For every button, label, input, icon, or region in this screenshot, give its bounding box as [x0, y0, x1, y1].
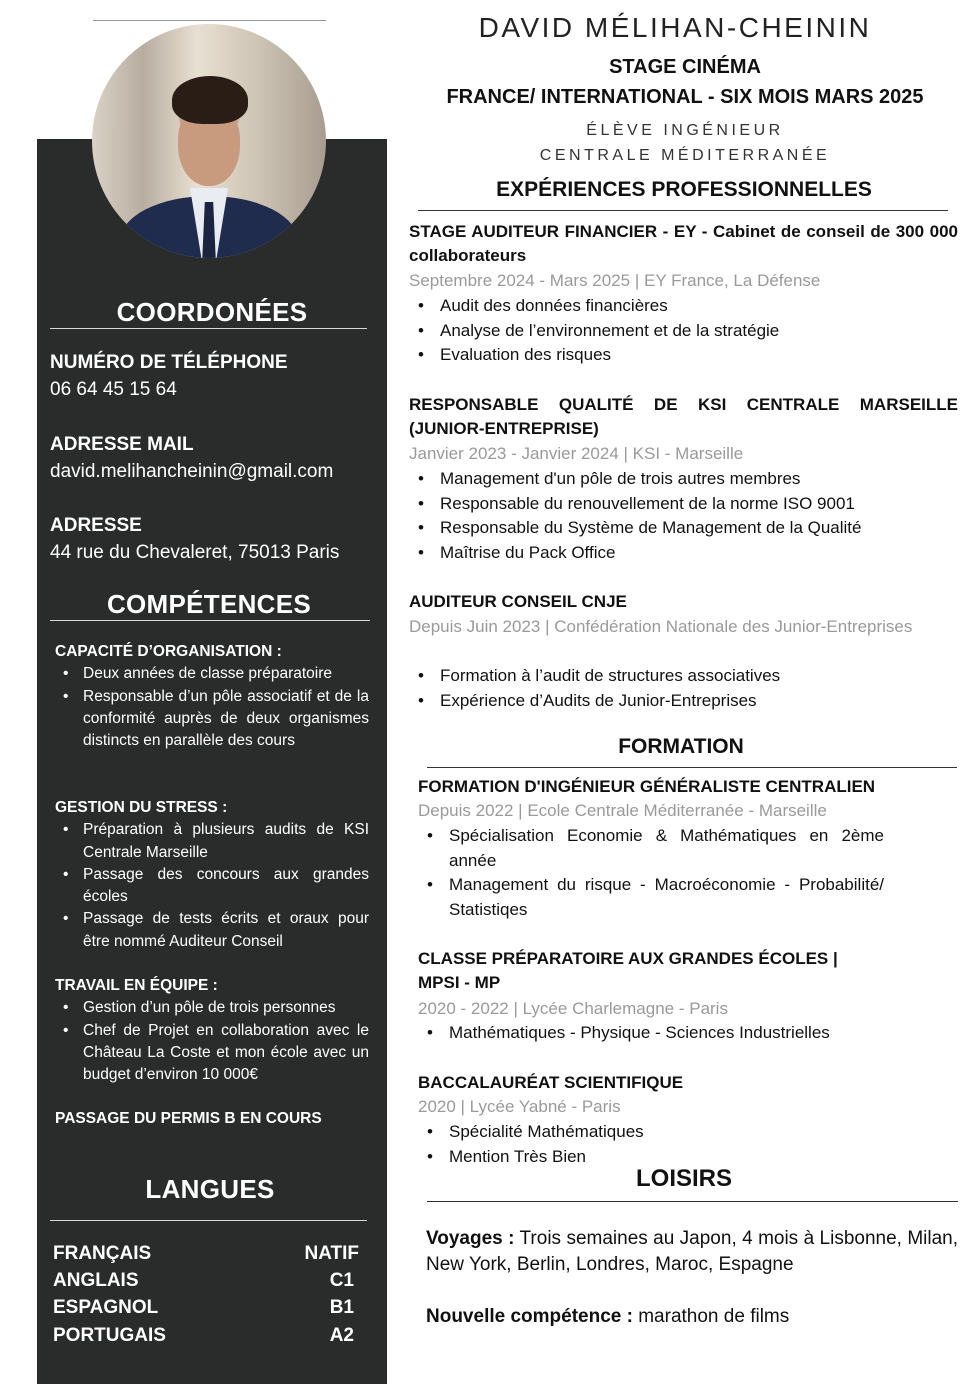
language-level: B1 — [329, 1297, 354, 1318]
edu-bullets — [418, 1120, 884, 1169]
job-bullet: • Maîtrise du Pack Office — [409, 541, 958, 566]
language-name: FRANÇAIS — [53, 1243, 152, 1264]
job-bullets — [409, 294, 958, 368]
hobby-travel-text: Trois semaines au Japon, 4 mois à Lisbonne, Milan, New York, Berlin, Londres, Maroc, Espagne — [426, 1228, 959, 1275]
skill-group — [55, 1108, 369, 1130]
edu-bullet: • Mention Très Bien — [418, 1145, 884, 1170]
job-title — [409, 393, 958, 441]
hobby-skill-label: Nouvelle compétence : — [426, 1306, 633, 1327]
profile-photo — [92, 24, 326, 258]
language-row — [53, 1325, 359, 1347]
job-bullet: • Evaluation des risques — [409, 343, 958, 368]
language-level: C1 — [329, 1270, 354, 1291]
edu-meta: Depuis 2022 | Ecole Centrale Méditerranée - Marseille — [418, 801, 827, 820]
photo-hair — [172, 76, 248, 124]
photo-top-rule — [93, 20, 326, 21]
education-rule — [427, 767, 957, 768]
candidate-name: DAVID MÉLIHAN-CHEININ — [478, 12, 872, 43]
job-bullet: • Audit des données financières — [409, 294, 958, 319]
phone-value: 06 64 45 15 64 — [50, 379, 177, 400]
address-value: 44 rue du Chevaleret, 75013 Paris — [50, 542, 340, 563]
skill-heading: PASSAGE DU PERMIS B EN COURS — [55, 1110, 322, 1127]
languages-title: LANGUES — [145, 1174, 275, 1204]
phone-label: NUMÉRO DE TÉLÉPHONE — [50, 352, 288, 373]
job-bullet: • Expérience d’Audits de Junior-Entreprises — [409, 689, 958, 714]
job-meta: Depuis Juin 2023 | Confédération Nationale des Junior-Entreprises — [409, 617, 913, 636]
hobby-skill — [426, 1304, 958, 1330]
skills-title: COMPÉTENCES — [106, 589, 312, 619]
experience-rule — [418, 210, 948, 211]
skill-item: • Gestion d’un pôle de trois personnes — [55, 997, 369, 1019]
contact-rule — [50, 328, 367, 329]
edu-title: BACCALAURÉAT SCIENTIFIQUE — [418, 1073, 684, 1092]
hobby-travel-label: Voyages : — [426, 1228, 515, 1249]
contact-title: COORDONÉES — [116, 297, 308, 327]
skill-item: • Passage des concours aux grandes écoles — [55, 864, 369, 909]
skill-group — [55, 975, 369, 1086]
language-name: ANGLAIS — [53, 1270, 139, 1291]
edu-title: CLASSE PRÉPARATOIRE AUX GRANDES ÉCOLES | MPSI - MP — [418, 949, 838, 992]
language-row — [53, 1270, 359, 1292]
job-bullet: • Management d'un pôle de trois autres membres — [409, 467, 958, 492]
hobby-skill-text: marathon de films — [638, 1306, 790, 1327]
education-title: FORMATION — [618, 735, 744, 758]
edu-title: FORMATION D'INGÉNIEUR GÉNÉRALISTE CENTRALIEN — [418, 777, 876, 796]
edu-bullet: • Spécialité Mathématiques — [418, 1120, 884, 1145]
edu-bullets — [418, 1021, 884, 1046]
language-level: A2 — [329, 1325, 354, 1346]
skill-item: • Chef de Projet en collaboration avec le Château La Coste et mon école avec un budget d’environ 10 000€ — [55, 1020, 369, 1087]
job-bullet: • Responsable du renouvellement de la norme ISO 9001 — [409, 492, 958, 517]
language-level: NATIF — [304, 1243, 359, 1264]
edu-meta: 2020 | Lycée Yabné - Paris — [418, 1097, 621, 1116]
job-bullets — [409, 467, 958, 565]
edu-bullets — [418, 824, 884, 922]
job-bullet: • Analyse de l’environnement et de la stratégie — [409, 319, 958, 344]
experience-title: EXPÉRIENCES PROFESSIONNELLES — [496, 178, 872, 201]
job-title-text: RESPONSABLE QUALITÉ DE KSI CENTRALE MARSEILLE (JUNIOR-ENTREPRISE) — [409, 395, 958, 438]
headline-2: FRANCE/ INTERNATIONAL - SIX MOIS MARS 2025 — [446, 86, 924, 108]
skill-group — [55, 641, 369, 752]
job-title: STAGE AUDITEUR FINANCIER - EY - Cabinet de conseil de 300 000 collaborateurs — [409, 222, 958, 265]
job-bullets — [409, 664, 958, 713]
hobbies-rule — [427, 1201, 958, 1202]
subline-2: CENTRALE MÉDITERRANÉE — [539, 147, 831, 164]
edu-meta: 2020 - 2022 | Lycée Charlemagne - Paris — [418, 999, 728, 1018]
language-row — [53, 1297, 359, 1319]
sidebar — [37, 139, 387, 1384]
language-row — [53, 1243, 359, 1265]
job-meta: Janvier 2023 - Janvier 2024 | KSI - Marseille — [409, 444, 744, 463]
skill-heading: CAPACITÉ D’ORGANISATION : — [55, 643, 282, 660]
edu-bullet: • Mathématiques - Physique - Sciences Industrielles — [418, 1021, 884, 1046]
subline-1: ÉLÈVE INGÉNIEUR — [586, 122, 784, 139]
job-meta: Septembre 2024 - Mars 2025 | EY France, La Défense — [409, 271, 821, 290]
skill-item: • Passage de tests écrits et oraux pour être nommé Auditeur Conseil — [55, 908, 369, 953]
languages-rule — [50, 1220, 367, 1221]
hobbies-title: LOISIRS — [635, 1165, 732, 1192]
skill-heading: TRAVAIL EN ÉQUIPE : — [55, 977, 218, 994]
language-name: ESPAGNOL — [53, 1297, 159, 1318]
edu-bullet: • Management du risque - Macroéconomie - Probabilité/ Statistiqes — [418, 873, 884, 922]
job-bullet: • Formation à l’audit de structures associatives — [409, 664, 958, 689]
edu-bullet: • Spécialisation Economie & Mathématiques en 2ème année — [418, 824, 884, 873]
skill-group — [55, 797, 369, 953]
headline-1: STAGE CINÉMA — [609, 56, 761, 78]
skill-item: • Responsable d’un pôle associatif et de la conformité auprès de deux organismes distincts en parallèle des cours — [55, 686, 369, 753]
language-name: PORTUGAIS — [53, 1325, 166, 1346]
job-bullet: • Responsable du Système de Management de la Qualité — [409, 516, 958, 541]
job-title: AUDITEUR CONSEIL CNJE — [409, 592, 627, 611]
email-label: ADRESSE MAIL — [50, 434, 194, 455]
email-value: david.melihancheinin@gmail.com — [50, 461, 334, 482]
skill-item: • Deux années de classe préparatoire — [55, 663, 369, 685]
skills-rule — [50, 620, 370, 621]
skill-item: • Préparation à plusieurs audits de KSI Centrale Marseille — [55, 819, 369, 864]
hobby-travel — [426, 1226, 958, 1278]
address-label: ADRESSE — [50, 515, 142, 536]
skill-heading: GESTION DU STRESS : — [55, 799, 228, 816]
